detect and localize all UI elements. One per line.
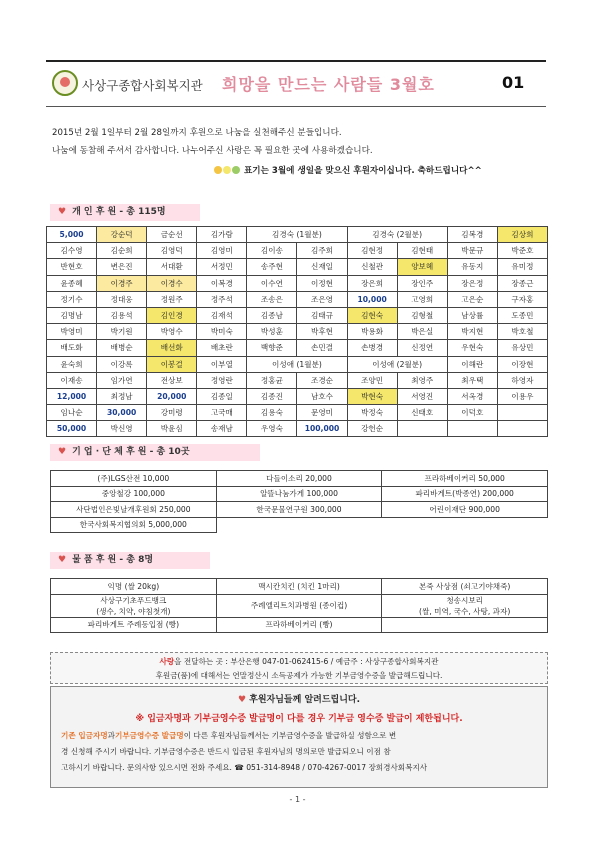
- donor-cell: 김수영: [47, 243, 97, 259]
- donor-cell: 김종진: [247, 388, 297, 404]
- table-row: [47, 307, 548, 323]
- corporate-donor-table: [50, 470, 548, 533]
- donor-cell: 박문규: [447, 243, 497, 259]
- donor-cell: 정대웅: [97, 291, 147, 307]
- donor-cell: 어린이재단 900,000: [382, 502, 548, 518]
- table-row: [51, 617, 548, 633]
- donor-cell: 김재석: [197, 307, 247, 323]
- donor-cell: 100,000: [297, 421, 347, 437]
- donor-cell: 정원주: [147, 291, 197, 307]
- donor-notice-box: [50, 686, 548, 788]
- donor-cell: 정영란: [197, 372, 247, 388]
- donor-cell: 변은진: [97, 259, 147, 275]
- donor-cell: 배병순: [97, 340, 147, 356]
- donor-cell: 김현정: [347, 243, 397, 259]
- donor-cell: 김복경: [447, 227, 497, 243]
- yellow-dot-icon: [214, 166, 222, 174]
- donor-cell: 김형철: [397, 307, 447, 323]
- donor-cell: [497, 405, 547, 421]
- birthday-note: [214, 164, 482, 176]
- donor-cell: 프라하베이커리 (빵): [216, 617, 382, 633]
- yellow-dot-icon: [223, 166, 231, 174]
- donor-cell: 고영희: [397, 291, 447, 307]
- donor-cell: [382, 617, 548, 633]
- donor-cell: 남호수: [297, 388, 347, 404]
- page-footer: - 1 -: [289, 795, 306, 804]
- donor-cell: 김상희: [497, 227, 547, 243]
- donor-cell: 이봉걸: [147, 356, 197, 372]
- table-row: [47, 259, 548, 275]
- donor-cell: 박은실: [397, 324, 447, 340]
- donor-cell: 프라하베이커리 50,000: [382, 471, 548, 487]
- donor-cell: 익명 (쌀 20kg): [51, 579, 217, 595]
- donor-cell: 이부열: [197, 356, 247, 372]
- header-rule-bottom: [46, 106, 546, 107]
- donor-cell: 박후현: [297, 324, 347, 340]
- donor-cell: 이정현: [297, 275, 347, 291]
- notice-title: ♥ 후원자님들께 알려드립니다.: [237, 695, 361, 705]
- donor-cell: 이성애 (2월분): [347, 356, 447, 372]
- donor-cell: 박정숙: [347, 405, 397, 421]
- section-individual-heading: ♥ 개 인 후 원 - 총 115명: [50, 204, 200, 221]
- donor-cell: 김용석: [97, 307, 147, 323]
- donor-cell: 조은영: [297, 291, 347, 307]
- donor-cell: 사상구기초푸드뱅크 (생수, 치약, 야침첫개): [51, 594, 217, 617]
- donor-cell: 30,000: [97, 405, 147, 421]
- donor-cell: 20,000: [147, 388, 197, 404]
- donor-cell: 도종민: [497, 307, 547, 323]
- donor-cell: 강미령: [147, 405, 197, 421]
- intro-line-1: 2015년 2월 1일부터 2월 28일까지 후원으로 나눔을 실천해주신 분들입니다.: [52, 128, 342, 138]
- org-name: 사상구종합사회복지관: [82, 78, 203, 93]
- donor-cell: 장인주: [397, 275, 447, 291]
- donor-cell: 김경숙 (1월분): [247, 227, 347, 243]
- donor-cell: 정홍균: [247, 372, 297, 388]
- donor-cell: 배선화: [147, 340, 197, 356]
- donor-cell: 배초란: [197, 340, 247, 356]
- donor-cell: 김경숙 (2월분): [347, 227, 447, 243]
- donor-cell: 배도화: [47, 340, 97, 356]
- donor-cell: 이수연: [247, 275, 297, 291]
- table-row: [51, 517, 548, 533]
- donor-cell: (주)LGS산전 10,000: [51, 471, 217, 487]
- donor-cell: 서영진: [397, 388, 447, 404]
- donor-cell: 이강록: [97, 356, 147, 372]
- donor-cell: 신태호: [397, 405, 447, 421]
- donor-cell: 김용숙: [247, 405, 297, 421]
- donor-cell: 박영수: [147, 324, 197, 340]
- donor-cell: 남상률: [447, 307, 497, 323]
- donor-cell: 김영덕: [147, 243, 197, 259]
- donor-cell: 장은희: [347, 275, 397, 291]
- notice-body: 기존 입금자명과기부금영수증 발급명이 다른 후원자님들께서는 기부금영수증을 발급하실 성함으로 변 경 신청해 주시기 바랍니다. 기부금영수증은 반드시 입금된 후원자님의 명의로만 발급되오니 이점 참 고하시기 바랍니다. 문의사항 있으시면 전화 주세요. ☎ 051-314-8948 / 070-4267-0017 장희경사회복지사: [61, 731, 428, 772]
- donor-cell: 신정연: [397, 340, 447, 356]
- section-corporate-heading: ♥ 기 업 · 단 체 후 원 - 총 10곳: [50, 444, 260, 461]
- donor-cell: 신재일: [297, 259, 347, 275]
- newsletter-title: 희망을 만드는 사람들 3월호: [222, 75, 435, 94]
- notice-warning: ※ 입금자명과 기부금영수증 발급명이 다를 경우 기부금 영수증 발급이 제한됩니다.: [135, 714, 463, 724]
- donor-cell: 이복경: [197, 275, 247, 291]
- donor-cell: 김종일: [197, 388, 247, 404]
- donor-cell: 파리바게트(박종연) 200,000: [382, 486, 548, 502]
- donor-cell: 이재송: [47, 372, 97, 388]
- donor-cell: 서대환: [147, 259, 197, 275]
- donor-cell: 이경주: [97, 275, 147, 291]
- donor-cell: [397, 421, 447, 437]
- table-row: [47, 243, 548, 259]
- donor-cell: 이용우: [497, 388, 547, 404]
- donor-cell: 12,000: [47, 388, 97, 404]
- donor-cell: 양보혜: [397, 259, 447, 275]
- donor-cell: 하영자: [497, 372, 547, 388]
- table-row: [51, 471, 548, 487]
- donor-cell: 강순덕: [97, 227, 147, 243]
- heart-icon: ♥: [58, 555, 67, 565]
- donor-cell: 구자홍: [497, 291, 547, 307]
- donor-cell: 송재남: [197, 421, 247, 437]
- donor-cell: 사단법인은빛날개후원회 250,000: [51, 502, 217, 518]
- donor-cell: 김명남: [47, 307, 97, 323]
- donor-cell: 반현호: [47, 259, 97, 275]
- header-rule-top: [46, 60, 546, 62]
- donor-cell: 박미숙: [197, 324, 247, 340]
- donor-cell: 김이송: [247, 243, 297, 259]
- table-row: [47, 388, 548, 404]
- donor-cell: 알뜰나눔가게 100,000: [216, 486, 382, 502]
- donor-cell: 50,000: [47, 421, 97, 437]
- donor-cell: 손병경: [347, 340, 397, 356]
- table-row: [47, 405, 548, 421]
- donor-cell: 최영주: [397, 372, 447, 388]
- donor-cell: 김종남: [247, 307, 297, 323]
- donor-cell: 김태규: [297, 307, 347, 323]
- donor-cell: 파리바게트 주례동입점 (빵): [51, 617, 217, 633]
- donor-cell: 금순선: [147, 227, 197, 243]
- section-goods-heading: ♥ 물 품 후 원 - 총 8명: [50, 552, 210, 569]
- donor-cell: 김주희: [297, 243, 347, 259]
- table-row: [47, 291, 548, 307]
- donor-cell: 임나순: [47, 405, 97, 421]
- donor-cell: 김가람: [197, 227, 247, 243]
- donor-cell: 한국문물연구원 300,000: [216, 502, 382, 518]
- table-row: [51, 579, 548, 595]
- donor-cell: 이장현: [497, 356, 547, 372]
- table-row: [47, 340, 548, 356]
- donor-cell: 문영미: [297, 405, 347, 421]
- donor-cell: 박준호: [497, 243, 547, 259]
- table-row: [47, 372, 548, 388]
- donor-cell: 박영미: [47, 324, 97, 340]
- table-row: [47, 275, 548, 291]
- donor-cell: 10,000: [347, 291, 397, 307]
- donor-cell: 청송시보리 (쌀, 미역, 국수, 사탕, 과자): [382, 594, 548, 617]
- donor-cell: 정기수: [47, 291, 97, 307]
- birthday-note-text: 표기는 3월에 생일을 맞으신 후원자이십니다. 축하드립니다^^: [244, 166, 482, 176]
- donor-cell: 조경순: [297, 372, 347, 388]
- individual-donor-table: [46, 226, 548, 437]
- donor-cell: 서정민: [197, 259, 247, 275]
- donor-cell: 이성애 (1월분): [247, 356, 347, 372]
- donor-cell: 조송은: [247, 291, 297, 307]
- issue-page-number: 01: [502, 73, 525, 92]
- donor-cell: 윤종혜: [47, 275, 97, 291]
- welfare-center-logo: [52, 70, 78, 96]
- heart-icon: ♥: [58, 207, 67, 217]
- donor-cell: 고은순: [447, 291, 497, 307]
- table-row: [47, 227, 548, 243]
- donor-cell: 조양민: [347, 372, 397, 388]
- table-row: [47, 324, 548, 340]
- donor-cell: 유상민: [497, 340, 547, 356]
- heart-icon: ♥: [237, 695, 247, 705]
- donor-cell: 박호철: [497, 324, 547, 340]
- donor-cell: 주례엘리트치과병원 (종이컵): [216, 594, 382, 617]
- donor-cell: 임가연: [97, 372, 147, 388]
- donor-cell: 박기원: [97, 324, 147, 340]
- donor-cell: 우현숙: [447, 340, 497, 356]
- donor-cell: 김현숙: [347, 307, 397, 323]
- donor-cell: 5,000: [47, 227, 97, 243]
- donor-cell: 장종근: [497, 275, 547, 291]
- green-dot-icon: [232, 166, 240, 174]
- donor-cell: 다들이소리 20,000: [216, 471, 382, 487]
- donor-cell: 손민결: [297, 340, 347, 356]
- goods-donor-table: [50, 578, 548, 633]
- donor-cell: [447, 421, 497, 437]
- donor-cell: 서옥경: [447, 388, 497, 404]
- bank-info-box: 사랑을 전달하는 곳 : 부산은행 047-01-062415-6 / 예금주 : 사상구종합사회복지관 후원금(품)에 대해서는 연말정산시 소득공제가 가능한 기부금영수증을 발급해드립니다.: [50, 652, 548, 684]
- donor-cell: 정주석: [197, 291, 247, 307]
- table-row: [51, 486, 548, 502]
- donor-cell: 이해란: [447, 356, 497, 372]
- donor-cell: 고국매: [197, 405, 247, 421]
- donor-cell: 유동지: [447, 259, 497, 275]
- donor-cell: 박신영: [97, 421, 147, 437]
- donor-cell: 윤숙희: [47, 356, 97, 372]
- donor-cell: [497, 421, 547, 437]
- donor-cell: 전상보: [147, 372, 197, 388]
- donor-cell: 김인경: [147, 307, 197, 323]
- donor-cell: 최우택: [447, 372, 497, 388]
- table-row: [51, 594, 548, 617]
- donor-cell: 박용화: [347, 324, 397, 340]
- intro-line-2: 나눔에 동참해 주셔서 감사합니다. 나누어주신 사랑은 꼭 필요한 곳에 사용하겠습니다.: [52, 146, 373, 156]
- donor-cell: 박윤심: [147, 421, 197, 437]
- donor-cell: 본죽 사상점 (쇠고기야채죽): [382, 579, 548, 595]
- donor-cell: 박성훈: [247, 324, 297, 340]
- donor-cell: 송주현: [247, 259, 297, 275]
- donor-cell: 유미정: [497, 259, 547, 275]
- donor-cell: 맥시칸치킨 (치킨 1마리): [216, 579, 382, 595]
- donor-cell: 이덕호: [447, 405, 497, 421]
- donor-cell: 박지현: [447, 324, 497, 340]
- donor-cell: 백향준: [247, 340, 297, 356]
- table-row: [51, 502, 548, 518]
- heart-icon: ♥: [58, 447, 67, 457]
- donor-cell: 신철관: [347, 259, 397, 275]
- donor-cell: 장은정: [447, 275, 497, 291]
- table-row: [47, 356, 548, 372]
- donor-cell: 한국사회복지협의회 5,000,000: [51, 517, 217, 533]
- donor-cell: 박현숙: [347, 388, 397, 404]
- donor-cell: 강헌순: [347, 421, 397, 437]
- donor-cell: 김현태: [397, 243, 447, 259]
- donor-cell: 김영미: [197, 243, 247, 259]
- donor-cell: 최정남: [97, 388, 147, 404]
- table-row: [47, 421, 548, 437]
- donor-cell: 우영숙: [247, 421, 297, 437]
- donor-cell: 중앙철강 100,000: [51, 486, 217, 502]
- donor-cell: 이경수: [147, 275, 197, 291]
- donor-cell: 김순희: [97, 243, 147, 259]
